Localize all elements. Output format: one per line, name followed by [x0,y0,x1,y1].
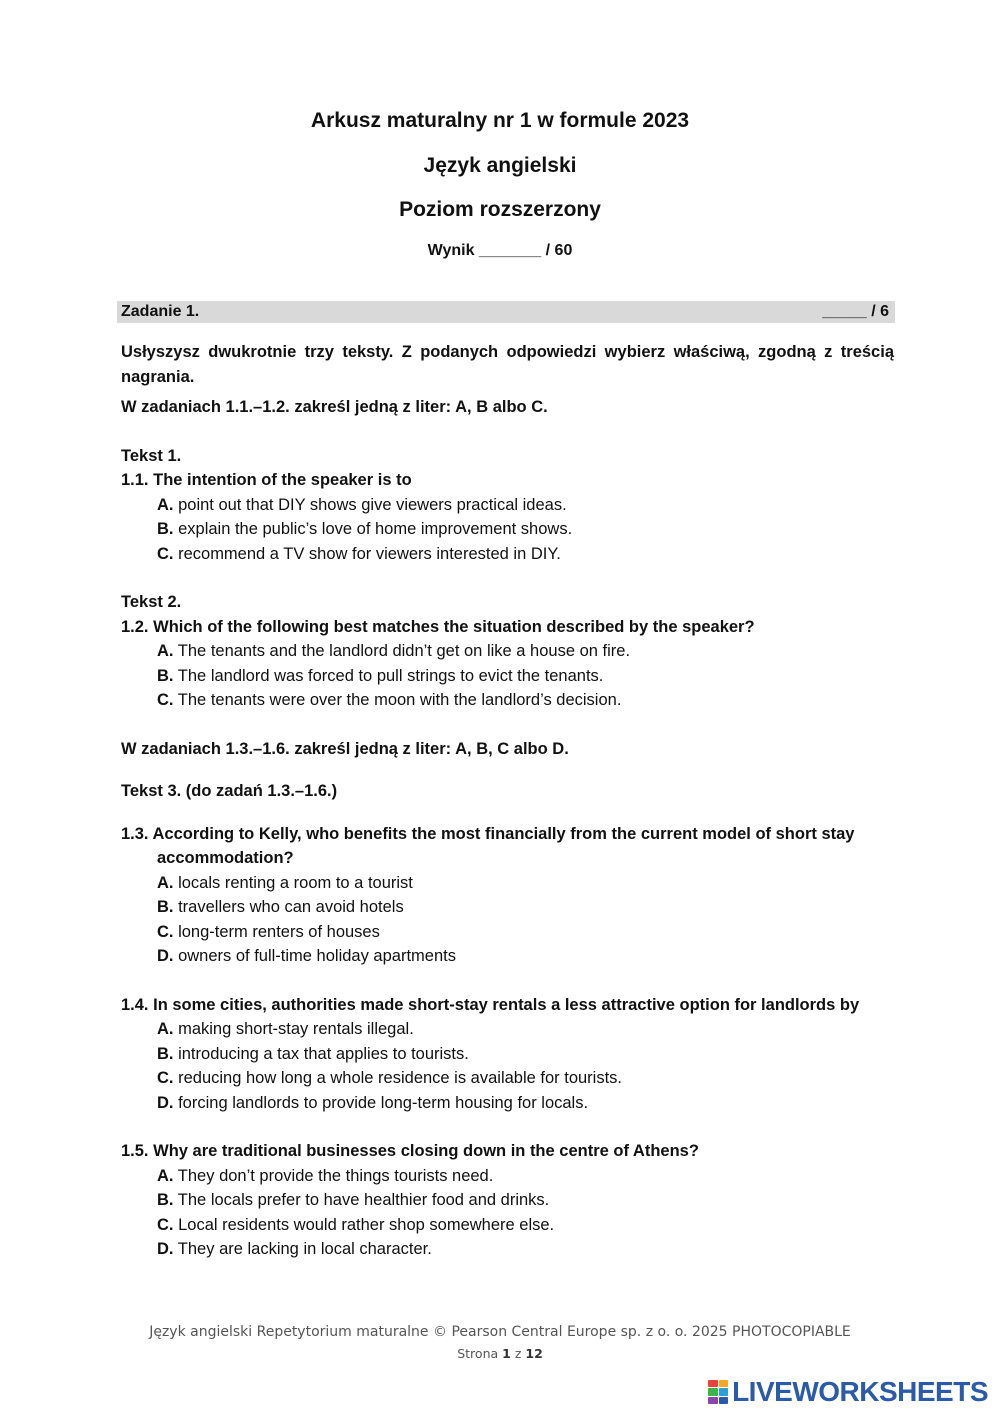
answer-option[interactable] [121,542,894,567]
option-letter: A. [157,1166,174,1185]
answer-option[interactable] [121,944,894,969]
option-text: forcing landlords to provide long-term housing for locals. [178,1093,589,1112]
question-stem: Which of the following best matches the situation described by the speaker? [153,617,755,636]
question-number: 1.3. [121,824,149,843]
option-letter: C. [157,1069,174,1087]
option-letter: C. [157,691,174,709]
option-text: travellers who can avoid hotels [178,898,404,916]
option-text: recommend a TV show for viewers interested in DIY. [178,544,561,563]
option-text: explain the public’s love of home improvement shows. [178,520,573,538]
answer-option[interactable] [121,493,894,518]
liveworksheets-icon [708,1380,728,1404]
logo-square [719,1380,729,1387]
option-letter: C. [157,544,174,563]
question-number: 1.2. [121,617,149,636]
answer-option[interactable] [121,1066,894,1091]
option-text: They are lacking in local character. [177,1240,432,1258]
task-content [121,340,894,1262]
task-instruction: Usłyszysz dwukrotnie trzy teksty. Z podanych odpowiedzi wybierz właściwą, zgodną z treścią nagrania. [121,343,894,386]
option-letter: A. [157,1020,174,1038]
liveworksheets-wordmark: LIVEWORKSHEETS [732,1376,988,1407]
question-block [121,993,894,1116]
option-text: The locals prefer to have healthier food and drinks. [177,1191,550,1209]
answer-option[interactable] [121,1091,894,1116]
logo-square [719,1397,729,1404]
question-stem: In some cities, authorities made short-stay rentals a less attractive option for landlords by [153,995,860,1014]
page-current: 1 [502,1346,511,1361]
page-total: 12 [525,1346,543,1361]
answer-option[interactable] [121,517,894,542]
question-number: 1.4. [121,995,149,1014]
question-stem: Why are traditional businesses closing down in the centre of Athens? [153,1142,699,1160]
question-block [121,822,894,969]
answer-option[interactable] [121,1042,894,1067]
answer-option[interactable] [121,920,894,945]
logo-square [708,1380,718,1387]
answer-option[interactable] [121,1237,894,1262]
option-letter: D. [157,1240,174,1258]
option-text: making short-stay rentals illegal. [178,1020,414,1038]
answer-option[interactable] [121,664,894,689]
question-text [121,468,894,493]
text2-heading: Tekst 2. [121,593,182,611]
logo-square [708,1388,718,1395]
answer-option[interactable] [121,688,894,713]
option-letter: B. [157,666,174,685]
question-block [121,1139,894,1262]
option-text: reducing how long a whole residence is available for tourists. [178,1069,623,1087]
option-letter: D. [157,1093,174,1112]
option-text: They don’t provide the things tourists need. [177,1166,494,1185]
option-text: point out that DIY shows give viewers practical ideas. [178,495,567,514]
instruction-abcd: W zadaniach 1.3.–1.6. zakreśl jedną z liter: A, B, C albo D. [121,739,569,758]
option-text: The tenants and the landlord didn’t get on like a house on fire. [177,642,631,660]
logo-square [708,1397,718,1404]
subject-title: Język angielski [423,154,577,177]
option-text: Local residents would rather shop somewhere else. [178,1215,555,1234]
option-letter: A. [157,495,174,514]
question-block [121,615,894,713]
option-text: introducing a tax that applies to tourists. [178,1044,469,1063]
footer-page-number [0,1346,1000,1361]
answer-option[interactable] [121,895,894,920]
question-number: 1.5. [121,1142,149,1160]
answer-option[interactable] [121,1017,894,1042]
option-text: long-term renters of houses [178,922,380,941]
option-text: The landlord was forced to pull strings to evict the tenants. [177,666,604,685]
level-title: Poziom rozszerzony [399,198,601,221]
option-letter: A. [157,642,174,660]
question-text [121,1139,894,1164]
option-letter: D. [157,947,174,965]
sheet-title: Arkusz maturalny nr 1 w formule 2023 [310,109,690,132]
question-number: 1.1. [121,471,149,489]
question-block [121,468,894,566]
task-name: Zadanie 1. [121,303,200,320]
text1-heading: Tekst 1. [121,446,182,465]
question-text [121,993,894,1018]
liveworksheets-logo [708,1376,988,1408]
option-letter: A. [157,873,174,892]
answer-option[interactable] [121,1164,894,1189]
question-stem: The intention of the speaker is to [153,471,412,489]
answer-option[interactable] [121,1213,894,1238]
total-score-field[interactable]: Wynik _______ / 60 [427,242,573,259]
option-letter: B. [157,520,174,538]
option-letter: C. [157,922,174,941]
answer-option[interactable] [121,871,894,896]
answer-option[interactable] [121,639,894,664]
question-text [121,615,894,640]
option-letter: B. [157,898,174,916]
page-label: Strona [457,1346,499,1361]
question-stem: According to Kelly, who benefits the most financially from the current model of short stay accommodation? [152,824,855,867]
answer-option[interactable] [121,1188,894,1213]
logo-square [719,1388,729,1395]
option-letter: C. [157,1215,174,1234]
task-points-field[interactable]: _____ / 6 [822,303,889,320]
option-text: locals renting a room to a tourist [178,873,413,892]
option-text: owners of full-time holiday apartments [178,947,456,965]
question-text [121,822,894,871]
footer-copyright: Język angielski Repetytorium maturalne © Pearson Central Europe sp. z o. o. 2025 PHOTOCOPIABLE [149,1324,851,1340]
page-of: z [514,1346,522,1361]
option-text: The tenants were over the moon with the landlord’s decision. [177,691,622,709]
instruction-abc: W zadaniach 1.1.–1.2. zakreśl jedną z liter: A, B albo C. [121,398,548,416]
task-header-bar [117,301,895,323]
option-letter: B. [157,1044,174,1063]
option-letter: B. [157,1191,174,1209]
text3-heading: Tekst 3. (do zadań 1.3.–1.6.) [121,782,338,800]
